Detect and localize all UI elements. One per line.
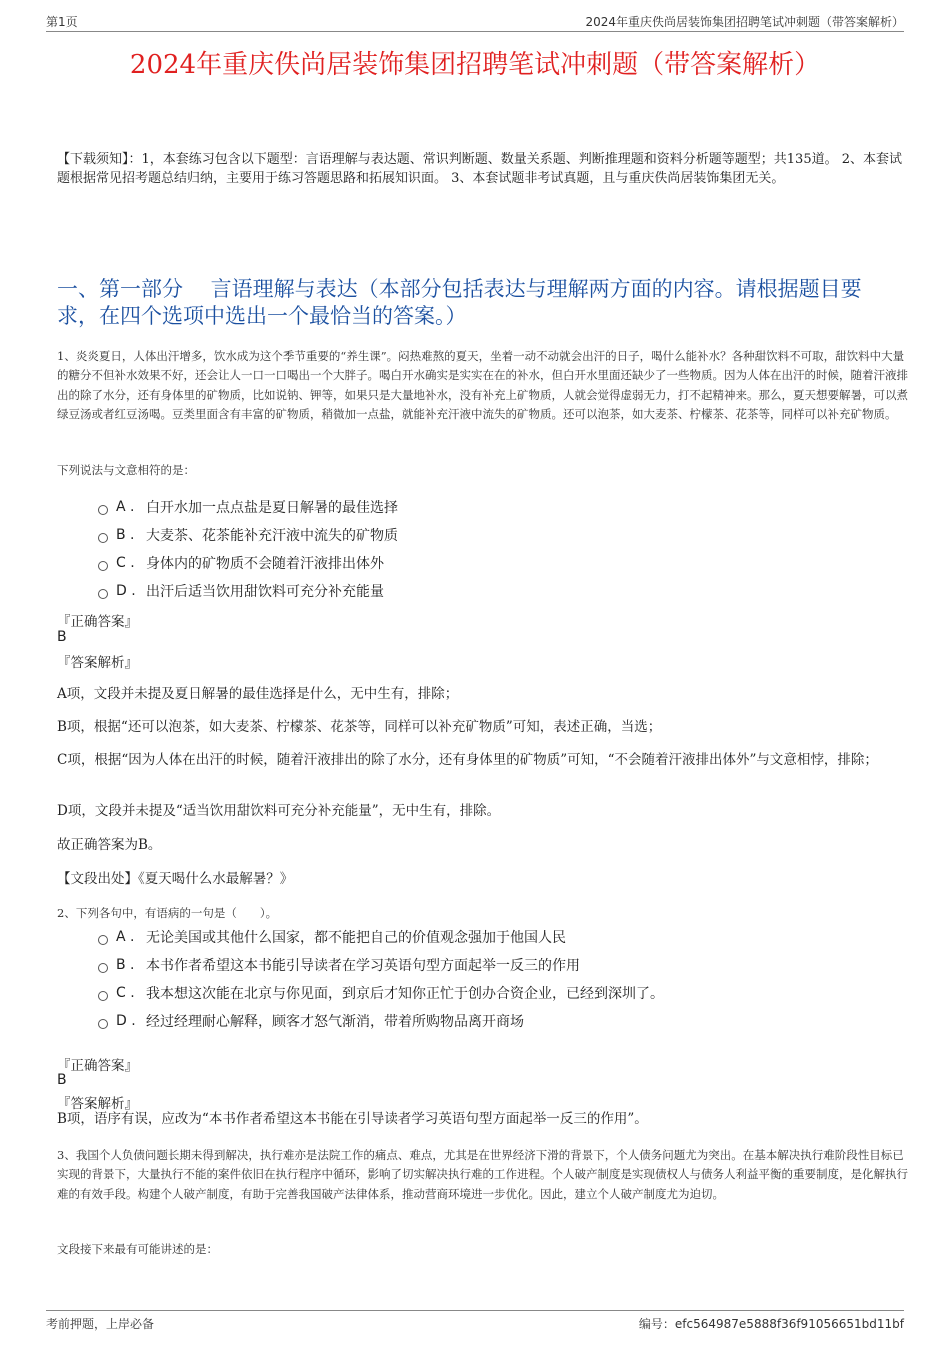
radio-icon[interactable] <box>98 505 108 515</box>
q2-option-b[interactable]: B . 本书作者希望这本书能引导读者在学习英语句型方面起举一反三的作用 <box>98 955 580 975</box>
radio-icon[interactable] <box>98 935 108 945</box>
footer-divider <box>46 1310 904 1311</box>
radio-icon[interactable] <box>98 991 108 1001</box>
header-divider <box>46 31 904 32</box>
q1-option-c[interactable]: C . 身体内的矿物质不会随着汗液排出体外 <box>98 553 384 573</box>
q1-passage: 1、炎炎夏日，人体出汗增多，饮水成为这个季节重要的“养生课”。闷热难熬的夏天，坐着一动不动就会出汗的日子，喝什么能补水？各种甜饮料不可取，甜饮料中大量的糖分不但补水效果不好，还会让人一口一口喝出一个大胖子。喝白开水确实是实实在在的补水，但白开水里面还缺少了一些物质。因为人体在出汗的时候，随着汗液排出的除了水分，还有身体里的矿物质，比如说钠、钾等，如果只是大量地补水，没有补充上矿物质，人就会觉得虚弱无力，打不起精神来。那么，夏天想要解暑，可以煮绿豆汤或者红豆汤喝。豆类里面含有丰富的矿物质，稍微加一点盐，就能补充汗液中流失的矿物质。还可以泡茶，如大麦茶、柠檬茶、花茶等，同样可以补充矿物质。 <box>57 349 908 422</box>
q1-conclusion: 故正确答案为B。 <box>57 837 162 853</box>
q2-explanation: B项，语序有误，应改为“本书作者希望这本书能在引导读者学习英语句型方面起举一反三的作用”。 <box>57 1111 648 1127</box>
q1-source: 【文段出处】《夏天喝什么水最解暑？》 <box>57 871 294 887</box>
q2-question: 2、下列各句中，有语病的一句是（ ）。 <box>57 906 278 920</box>
q2-option-a[interactable]: A . 无论美国或其他什么国家，都不能把自己的价值观念强加于他国人民 <box>98 927 566 947</box>
q3-question: 文段接下来最有可能讲述的是： <box>57 1242 218 1256</box>
q2-correct-answer-label: 『正确答案』 <box>57 1058 138 1074</box>
q1-option-d[interactable]: D . 出汗后适当饮用甜饮料可充分补充能量 <box>98 581 384 601</box>
footer-serial: 编号：efc564987e5888f36f91056651bd11bf <box>638 1317 904 1331</box>
radio-icon[interactable] <box>98 963 108 973</box>
header-doc-title: 2024年重庆佚尚居装饰集团招聘笔试冲刺题（带答案解析） <box>585 15 904 29</box>
document-title: 2024年重庆佚尚居装饰集团招聘笔试冲刺题（带答案解析） <box>129 50 821 80</box>
q1-option-a[interactable]: A . 白开水加一点点盐是夏日解暑的最佳选择 <box>98 497 398 517</box>
q1-explanation-c: C项，根据“因为人体在出汗的时候，随着汗液排出的除了水分，还有身体里的矿物质”可知，“不会随着汗液排出体外”与文意相悖，排除； <box>57 752 878 768</box>
section-heading: 一、第一部分 言语理解与表达（本部分包括表达与理解两方面的内容。请根据题目要求，在四个选项中选出一个最恰当的答案。） <box>57 277 862 328</box>
radio-icon[interactable] <box>98 561 108 571</box>
q1-question: 下列说法与文意相符的是： <box>57 463 195 477</box>
q1-explanation-a: A项，文段并未提及夏日解暑的最佳选择是什么，无中生有，排除； <box>57 686 459 702</box>
download-notice: 【下载须知】：1，本套练习包含以下题型：言语理解与表达题、常识判断题、数量关系题、判断推理题和资料分析题等题型；共135道。 2、本套试题根据常见招考题总结归纳，主要用于练习答题思路和拓展知识面。 3、本套试题非考试真题，且与重庆佚尚居装饰集团无关。 <box>57 152 902 186</box>
radio-icon[interactable] <box>98 1019 108 1029</box>
q1-answer: B <box>57 629 67 645</box>
q2-option-d[interactable]: D . 经过经理耐心解释，顾客才怒气渐消，带着所购物品离开商场 <box>98 1011 524 1031</box>
footer-slogan: 考前押题，上岸必备 <box>46 1317 155 1331</box>
q1-option-b[interactable]: B . 大麦茶、花茶能补充汗液中流失的矿物质 <box>98 525 398 545</box>
page-number: 第1页 <box>46 15 78 29</box>
radio-icon[interactable] <box>98 589 108 599</box>
q2-option-c[interactable]: C . 我本想这次能在北京与你见面，到京后才知你正忙于创办合资企业，已经到深圳了。 <box>98 983 664 1003</box>
q3-passage: 3、我国个人负债问题长期未得到解决，执行难亦是法院工作的痛点、难点，尤其是在世界经济下滑的背景下，个人债务问题尤为突出。在基本解决执行难阶段性目标已实现的背景下，大量执行不能的案件依旧在执行程序中循环，影响了切实解决执行难的工作进程。个人破产制度是实现债权人与债务人利益平衡的重要制度，是化解执行难的有效手段。构建个人破产制度，有助于完善我国破产法律体系，推动营商环境进一步优化。因此，建立个人破产制度尤为迫切。 <box>57 1148 908 1201</box>
radio-icon[interactable] <box>98 533 108 543</box>
q2-answer: B <box>57 1072 67 1088</box>
q1-explanation-label: 『答案解析』 <box>57 655 138 671</box>
q2-explanation-label: 『答案解析』 <box>57 1096 138 1112</box>
q1-correct-answer-label: 『正确答案』 <box>57 614 138 630</box>
q1-explanation-d: D项，文段并未提及“适当饮用甜饮料可充分补充能量”，无中生有，排除。 <box>57 803 501 819</box>
q1-explanation-b: B项，根据“还可以泡茶，如大麦茶、柠檬茶、花茶等，同样可以补充矿物质”可知，表述正确，当选； <box>57 719 662 735</box>
